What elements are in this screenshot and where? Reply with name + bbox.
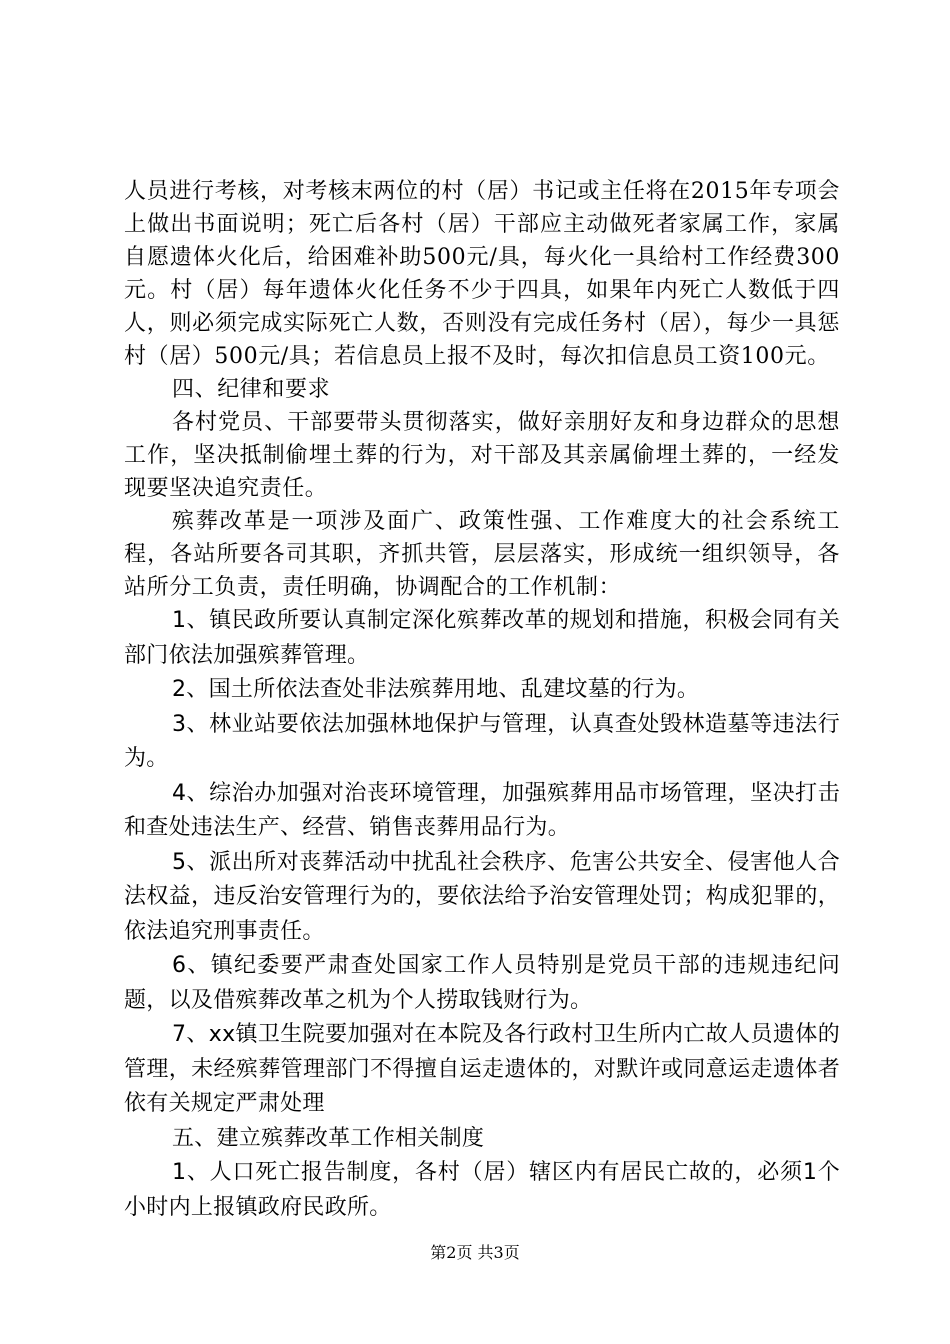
paragraph-funeral-reform-system: 殡葬改革是一项涉及面广、政策性强、工作难度大的社会系统工程，各站所要各司其职，齐抓共管，层层落实，形成统一组织领导，各站所分工负责，责任明确，协调配合的工作机制： — [124, 509, 840, 600]
paragraph-assessment-rules: 人员进行考核，对考核末两位的村（居）书记或主任将在2015年专项会上做出书面说明；死亡后各村（居）干部应主动做死者家属工作，家属自愿遗体火化后，给困难补助500元/具，每火化一具给村工作经费300元。村（居）每年遗体火化任务不少于四具，如果年内死亡人数低于四人，则必须完成实际死亡人数，否则没有完成任务村（居），每少一具惩村（居）500元/具；若信息员上报不及时，每次扣信息员工资100元。 — [124, 179, 840, 369]
list-item-discipline-committee: 6、镇纪委要严肃查处国家工作人员特别是党员干部的违规违纪问题，以及借殡葬改革之机为个人捞取钱财行为。 — [124, 953, 840, 1013]
paragraph-party-members: 各村党员、干部要带头贯彻落实，做好亲朋好友和身边群众的思想工作，坚决抵制偷埋土葬的行为，对干部及其亲属偷埋土葬的，一经发现要坚决追究责任。 — [124, 410, 840, 501]
section-heading-discipline: 四、纪律和要求 — [172, 377, 331, 402]
list-item-comprehensive-office: 4、综治办加强对治丧环境管理，加强殡葬用品市场管理，坚决打击和查处违法生产、经营、销售丧葬用品行为。 — [124, 780, 840, 840]
page-number-footer: 第2页 共3页 — [430, 1243, 520, 1262]
list-item-land-office: 2、国土所依法查处非法殡葬用地、乱建坟墓的行为。 — [172, 677, 700, 702]
list-item-civil-affairs: 1、镇民政所要认真制定深化殡葬改革的规划和措施，积极会同有关部门依法加强殡葬管理。 — [124, 608, 840, 668]
section-heading-systems: 五、建立殡葬改革工作相关制度 — [172, 1125, 485, 1151]
list-item-health-center: 7、xx镇卫生院要加强对在本院及各行政村卫生所内亡故人员遗体的管理，未经殡葬管理部门不得擅自运走遗体的，对默许或同意运走遗体者依有关规定严肃处理 — [124, 1022, 840, 1116]
list-item-police-station: 5、派出所对丧葬活动中扰乱社会秩序、危害公共安全、侵害他人合法权益，违反治安管理行为的，要依法给予治安管理处罚；构成犯罪的，依法追究刑事责任。 — [124, 849, 840, 944]
list-item-death-report: 1、人口死亡报告制度，各村（居）辖区内有居民亡故的，必须1个小时内上报镇政府民政所。 — [124, 1160, 840, 1220]
document-body — [124, 175, 840, 1225]
list-item-forestry-station: 3、林业站要依法加强林地保护与管理，认真查处毁林造墓等违法行为。 — [124, 711, 840, 771]
